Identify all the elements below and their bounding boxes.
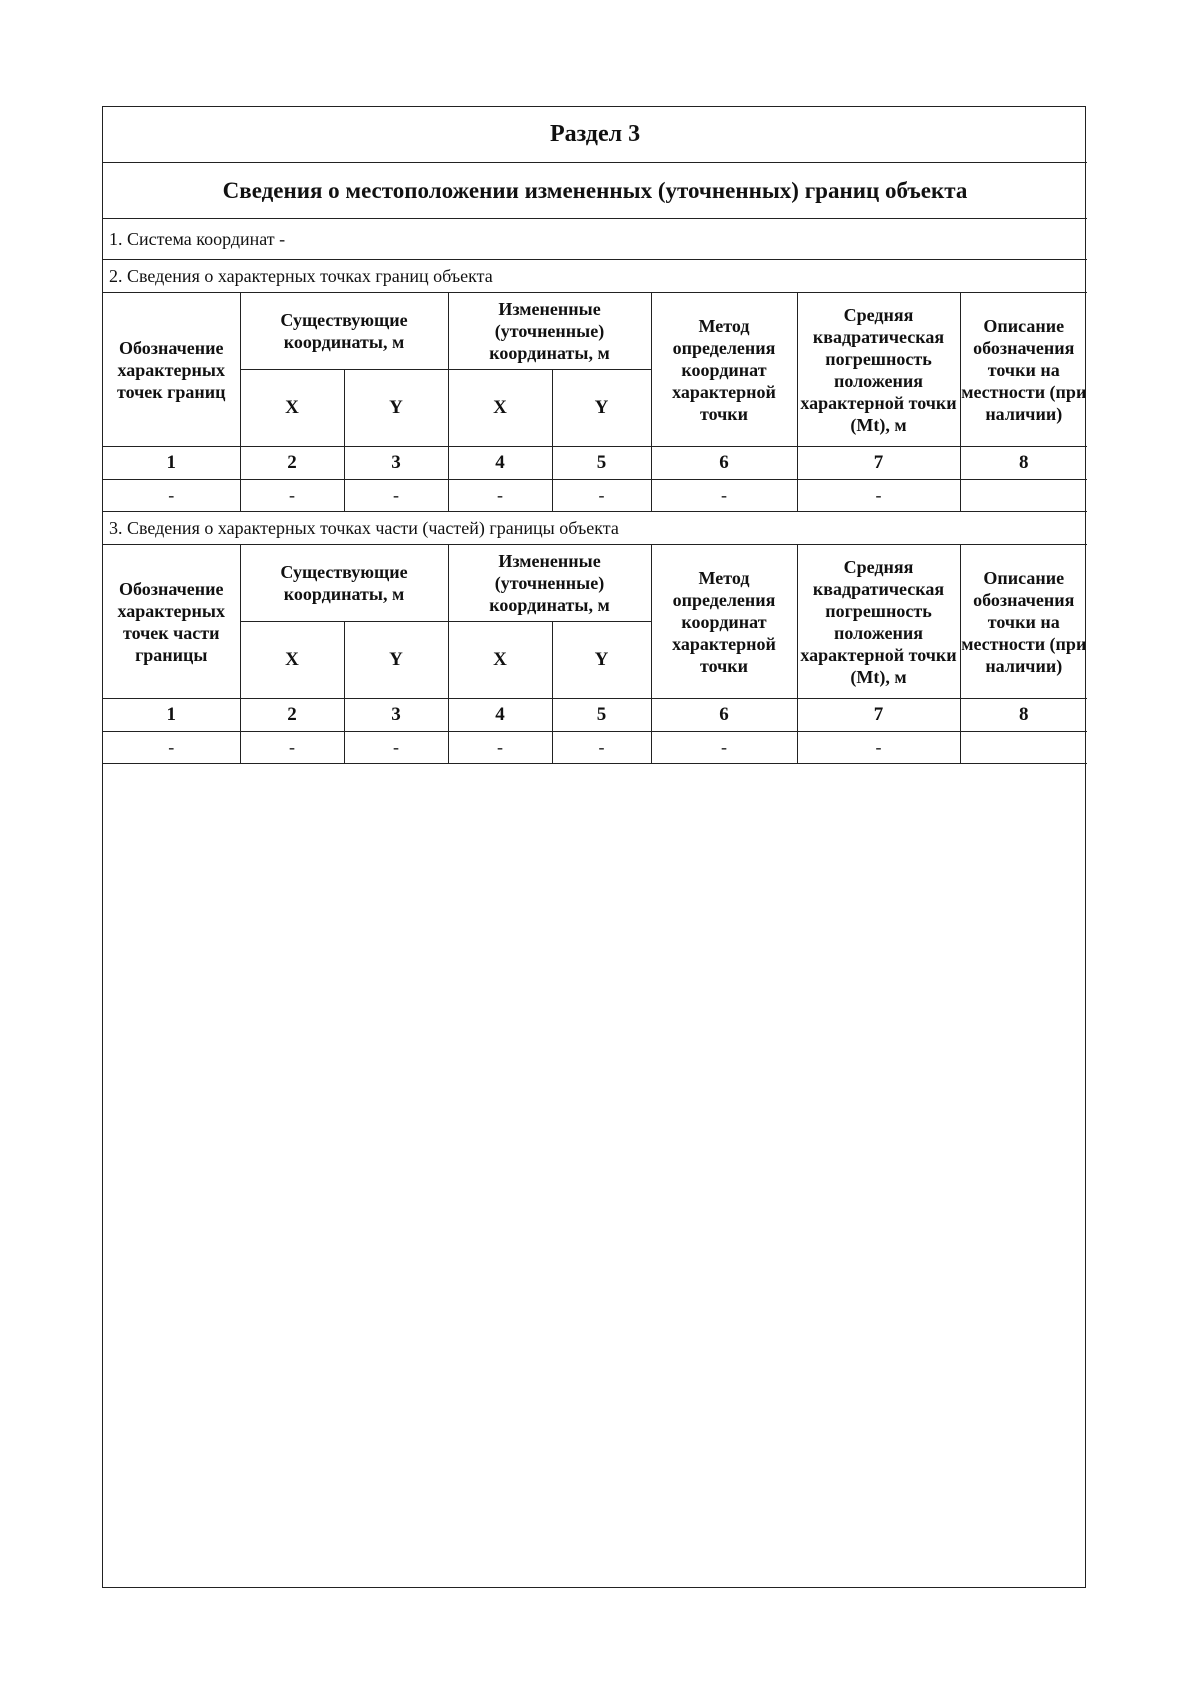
table2-x-changed: X (448, 622, 552, 699)
table-cell: - (651, 732, 797, 764)
table1-col-changed: Измененные (уточненные) координаты, м (448, 293, 651, 370)
table-cell: 3 (344, 699, 448, 732)
table-cell: - (448, 732, 552, 764)
table-cell: 5 (552, 699, 651, 732)
table-cell: 2 (240, 447, 344, 480)
coordinate-system-line: 1. Система координат - (103, 219, 1087, 260)
table1-col-error: Средняя квадратическая погрешность положения характерной точки (Mt), м (797, 293, 960, 447)
table2-col-changed: Измененные (уточненные) координаты, м (448, 545, 651, 622)
table2-col-existing: Существующие координаты, м (240, 545, 448, 622)
table-cell: 1 (103, 699, 240, 732)
table-cell: - (103, 480, 240, 512)
table1-col-point: Обозначение характерных точек границ (103, 293, 240, 447)
table-cell (960, 480, 1087, 512)
section-table (103, 107, 1087, 764)
table-cell: - (797, 480, 960, 512)
table-row (103, 732, 1087, 764)
table2-number-row (103, 699, 1087, 732)
section-subtitle: Сведения о местоположении измененных (уточненных) границ объекта (103, 163, 1087, 219)
table2-y-existing: Y (344, 622, 448, 699)
part-boundary-points-heading: 3. Сведения о характерных точках части (частей) границы объекта (103, 512, 1087, 545)
table1-number-row (103, 447, 1087, 480)
table-cell: 5 (552, 447, 651, 480)
table1-header-row (103, 293, 1087, 370)
table-cell: - (103, 732, 240, 764)
section-title: Раздел 3 (103, 107, 1087, 163)
table1-y-changed: Y (552, 370, 651, 447)
table2-col-point: Обозначение характерных точек части границы (103, 545, 240, 699)
table-cell: 3 (344, 447, 448, 480)
table2-header-row (103, 545, 1087, 622)
table-cell: 1 (103, 447, 240, 480)
table-cell: 4 (448, 447, 552, 480)
table-cell: 8 (960, 447, 1087, 480)
table2-col-error: Средняя квадратическая погрешность положения характерной точки (Mt), м (797, 545, 960, 699)
document-frame (102, 106, 1086, 1588)
table-cell: 8 (960, 699, 1087, 732)
table1-col-existing: Существующие координаты, м (240, 293, 448, 370)
table-cell: 7 (797, 447, 960, 480)
table-cell: - (552, 732, 651, 764)
table-cell: - (240, 480, 344, 512)
table-cell: 6 (651, 447, 797, 480)
table-cell: - (448, 480, 552, 512)
table1-x-existing: X (240, 370, 344, 447)
table-cell: - (240, 732, 344, 764)
table-row (103, 480, 1087, 512)
table-cell: - (797, 732, 960, 764)
table2-x-existing: X (240, 622, 344, 699)
table-cell: - (651, 480, 797, 512)
table1-col-desc: Описание обозначения точки на местности (при наличии) (960, 293, 1087, 447)
table-cell: 4 (448, 699, 552, 732)
table1-x-changed: X (448, 370, 552, 447)
table-cell: - (344, 732, 448, 764)
table-cell: 2 (240, 699, 344, 732)
boundary-points-heading: 2. Сведения о характерных точках границ объекта (103, 260, 1087, 293)
table-cell: 7 (797, 699, 960, 732)
table-cell: - (552, 480, 651, 512)
table1-col-method: Метод определения координат характерной точки (651, 293, 797, 447)
table-cell: - (344, 480, 448, 512)
table1-y-existing: Y (344, 370, 448, 447)
table-cell (960, 732, 1087, 764)
table2-col-desc: Описание обозначения точки на местности (при наличии) (960, 545, 1087, 699)
table-cell: 6 (651, 699, 797, 732)
table2-y-changed: Y (552, 622, 651, 699)
table2-col-method: Метод определения координат характерной точки (651, 545, 797, 699)
